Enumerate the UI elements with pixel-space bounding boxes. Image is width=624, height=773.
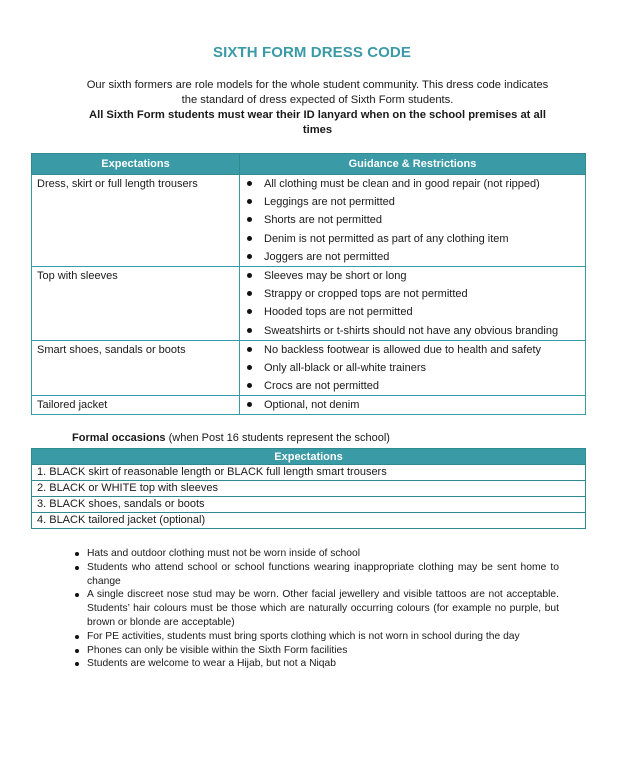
intro-text: [80, 78, 555, 138]
guidance-item: Leggings are not permitted: [240, 193, 585, 211]
formal-occasions-label: [72, 432, 390, 444]
rule-item: For PE activities, students must bring sports clothing which is not worn in school during the day: [72, 630, 559, 644]
guidance-item: Optional, not denim: [240, 396, 585, 414]
page-title: SIXTH FORM DRESS CODE: [213, 44, 411, 61]
guidance-item: Denim is not permitted as part of any clothing item: [240, 230, 585, 248]
formal-occasions-table: [31, 448, 586, 529]
table-row: [32, 175, 586, 267]
guidance-list: [240, 267, 585, 340]
table-row: [32, 497, 586, 513]
header-guidance: Guidance & Restrictions: [240, 154, 586, 175]
rule-item: Phones can only be visible within the Sixth Form facilities: [72, 644, 559, 658]
table-header-row: [32, 449, 586, 465]
table-row: [32, 465, 586, 481]
expectation-cell: Smart shoes, sandals or boots: [32, 340, 240, 396]
rule-item: A single discreet nose stud may be worn. Other facial jewellery and visible tattoos are not acceptable. Students’ hair colours must be those which are naturally occurring colours (for example no purple, but brown or blonde are acceptable): [72, 588, 559, 629]
table-row: [32, 266, 586, 340]
guidance-list: [240, 341, 585, 396]
lanyard-notice: All Sixth Form students must wear their ID lanyard when on the school premises at all times: [89, 109, 546, 136]
table-header-row: [32, 154, 586, 175]
guidance-list: [240, 396, 585, 414]
header-expectations: Expectations: [32, 449, 586, 465]
formal-item: 3. BLACK shoes, sandals or boots: [32, 497, 586, 513]
dress-code-table: [31, 153, 586, 415]
guidance-item: Hooded tops are not permitted: [240, 303, 585, 321]
guidance-item: Sleeves may be short or long: [240, 267, 585, 285]
guidance-item: Joggers are not permitted: [240, 248, 585, 266]
guidance-cell: [240, 175, 586, 267]
table-row: [32, 340, 586, 396]
table-row: [32, 481, 586, 497]
guidance-item: Strappy or cropped tops are not permitted: [240, 285, 585, 303]
formal-item: 4. BLACK tailored jacket (optional): [32, 513, 586, 529]
expectation-cell: Dress, skirt or full length trousers: [32, 175, 240, 267]
rule-item: Students who attend school or school functions wearing inappropriate clothing may be sent home to change: [72, 561, 559, 589]
guidance-cell: [240, 266, 586, 340]
guidance-cell: [240, 396, 586, 415]
guidance-item: Crocs are not permitted: [240, 377, 585, 395]
guidance-item: All clothing must be clean and in good repair (not ripped): [240, 175, 585, 193]
formal-occasions-heading: Formal occasions: [72, 432, 166, 444]
guidance-item: No backless footwear is allowed due to health and safety: [240, 341, 585, 359]
table-row: [32, 513, 586, 529]
formal-item: 1. BLACK skirt of reasonable length or BLACK full length smart trousers: [32, 465, 586, 481]
guidance-item: Only all-black or all-white trainers: [240, 359, 585, 377]
guidance-cell: [240, 340, 586, 396]
formal-item: 2. BLACK or WHITE top with sleeves: [32, 481, 586, 497]
intro-paragraph: Our sixth formers are role models for the whole student community. This dress code indicates the standard of dress expected of Sixth Form students.: [86, 79, 549, 106]
expectation-cell: Tailored jacket: [32, 396, 240, 415]
expectation-cell: Top with sleeves: [32, 266, 240, 340]
table-row: [32, 396, 586, 415]
guidance-item: Shorts are not permitted: [240, 211, 585, 229]
formal-occasions-note: (when Post 16 students represent the school): [165, 432, 390, 444]
header-expectations: Expectations: [32, 154, 240, 175]
rule-item: Students are welcome to wear a Hijab, but not a Niqab: [72, 657, 559, 671]
rule-item: Hats and outdoor clothing must not be worn inside of school: [72, 547, 559, 561]
additional-rules-list: [72, 547, 559, 671]
guidance-list: [240, 175, 585, 266]
guidance-item: Sweatshirts or t-shirts should not have any obvious branding: [240, 322, 585, 340]
